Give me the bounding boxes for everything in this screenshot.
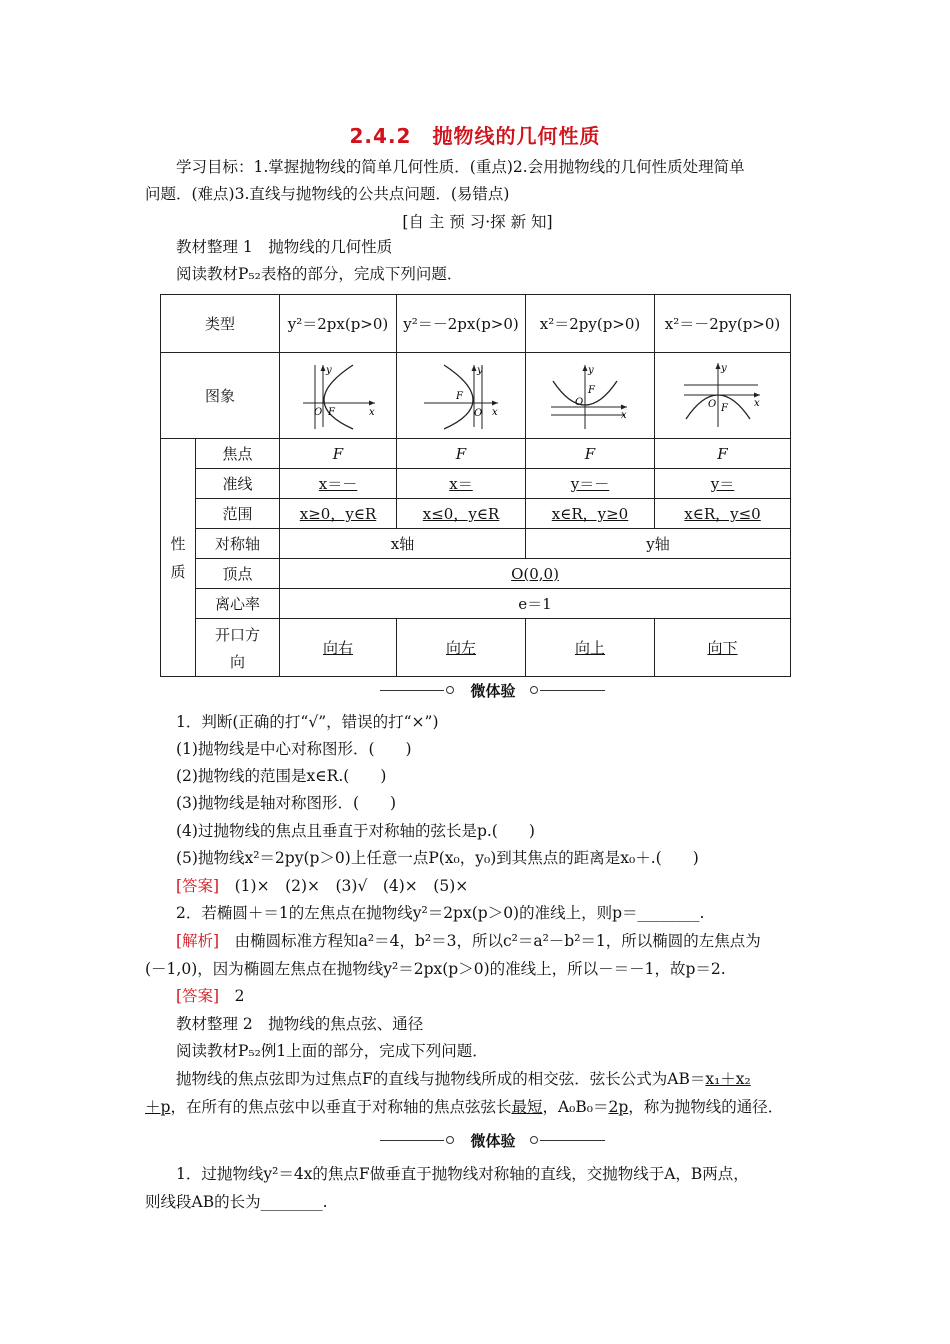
- learning-goals-line-2: 问题．(难点)3.直线与抛物线的公共点问题．(易错点): [145, 185, 510, 203]
- properties-label: [161, 439, 196, 677]
- exercise-1-line-2: 则线段AB的长为________.: [145, 1193, 328, 1211]
- paragraph-text: 抛物线的焦点弦即为过焦点F的直线与抛物线所成的相交弦．弦长公式为AB＝: [176, 1070, 706, 1088]
- axis-y-label: y: [720, 362, 727, 374]
- parabola-left-figure: [416, 361, 506, 431]
- type-cell: x²＝2py(p>0): [526, 295, 655, 353]
- question-1-item-1: (1)抛物线是中心对称图形．( ): [176, 740, 412, 758]
- paragraph-underline: 2p: [608, 1098, 629, 1116]
- paragraph-underline: 最短: [511, 1098, 543, 1116]
- paragraph-text: ，A₀B₀＝: [542, 1098, 609, 1116]
- question-1-item-5: (5)抛物线x²＝2py(p＞0)上任意一点P(x₀，y₀)到其焦点的距离是x₀＋.( ): [176, 849, 699, 867]
- focus-cell: F: [397, 439, 526, 469]
- origin-label: O: [707, 398, 716, 410]
- axis-row-label: 对称轴: [196, 529, 280, 559]
- axis-y-label: y: [477, 364, 483, 376]
- origin-label: O: [314, 406, 323, 418]
- graph-label: 图象: [161, 353, 280, 439]
- material-2-heading: 教材整理 2 抛物线的焦点弦、通径: [176, 1015, 424, 1033]
- material-2-paragraph-line-1: [176, 1068, 810, 1090]
- analysis-line-1: [176, 930, 810, 952]
- focus-label: F: [588, 384, 595, 396]
- opening-cell: 向上: [526, 619, 655, 677]
- answer-tag: [答案]: [176, 877, 220, 895]
- parabola-properties-table: [160, 294, 791, 677]
- focus-cell: F: [280, 439, 397, 469]
- eccentricity-cell: e＝1: [280, 589, 791, 619]
- opening-cell: 向左: [397, 619, 526, 677]
- parabola-down-figure: [678, 361, 768, 431]
- opening-row-label: [196, 619, 280, 677]
- axis-cell: x轴: [280, 529, 526, 559]
- graph-left-opening: [397, 353, 526, 439]
- directrix-cell: x＝－: [280, 469, 397, 499]
- graph-down-opening: [655, 353, 791, 439]
- divider-label: 微体验: [470, 682, 516, 700]
- opening-cell: 向下: [655, 619, 791, 677]
- axis-x-label: x: [753, 397, 760, 409]
- range-row-label: 范围: [196, 499, 280, 529]
- origin-label: O: [474, 407, 483, 419]
- focus-label: F: [456, 390, 463, 402]
- question-2: 2．若椭圆＋＝1的左焦点在抛物线y²＝2px(p＞0)的准线上，则p＝________.: [176, 904, 705, 922]
- table-row: [161, 529, 791, 559]
- material-1-instruction: 阅读教材P₅₂表格的部分，完成下列问题．: [176, 265, 463, 283]
- table-row: [161, 469, 791, 499]
- table-row: [161, 353, 791, 439]
- question-1: 1．判断(正确的打“√”，错误的打“×”): [176, 713, 439, 731]
- range-cell: x∈R，y≤0: [655, 499, 791, 529]
- properties-label-text: 性质: [170, 534, 186, 581]
- axis-x-label: x: [621, 409, 627, 421]
- parabola-right-figure: [293, 361, 383, 431]
- axis-y-label: y: [326, 364, 332, 376]
- vertex-row-label: 顶点: [196, 559, 280, 589]
- parabola-up-figure: [545, 361, 635, 431]
- focus-cell: F: [655, 439, 791, 469]
- answer-tag: [答案]: [176, 987, 220, 1005]
- question-1-item-4: (4)过抛物线的焦点且垂直于对称轴的弦长是p.( ): [176, 822, 535, 840]
- material-1-heading: 教材整理 1 抛物线的几何性质: [176, 238, 393, 256]
- answer-text: 2: [234, 987, 245, 1005]
- focus-label: F: [328, 406, 335, 418]
- range-cell: x∈R，y≥0: [526, 499, 655, 529]
- paragraph-text: ，在所有的焦点弦中以垂直于对称轴的焦点弦弦长: [170, 1098, 512, 1116]
- paragraph-text: ，称为抛物线的通径．: [628, 1098, 784, 1116]
- vertex-cell: O(0,0): [280, 559, 791, 589]
- type-cell: y²＝2px(p>0): [280, 295, 397, 353]
- range-cell: x≥0，y∈R: [280, 499, 397, 529]
- answer-2: [176, 985, 810, 1007]
- table-row: [161, 589, 791, 619]
- opening-cell: 向右: [280, 619, 397, 677]
- axis-x-label: x: [369, 406, 375, 418]
- range-cell: x≤0，y∈R: [397, 499, 526, 529]
- directrix-cell: x＝: [397, 469, 526, 499]
- opening-label-line-1: 开口方: [215, 625, 261, 644]
- material-2-paragraph-line-2: [145, 1096, 810, 1118]
- question-1-item-2: (2)抛物线的范围是x∈R.( ): [176, 767, 387, 785]
- directrix-cell: y＝: [655, 469, 791, 499]
- table-row: [161, 619, 791, 677]
- graph-right-opening: [280, 353, 397, 439]
- exercise-1-line-1: 1．过抛物线y²＝4x的焦点F做垂直于抛物线对称轴的直线，交抛物线于A，B两点，: [176, 1165, 749, 1183]
- paragraph-underline: x₁＋x₂: [705, 1070, 751, 1088]
- directrix-cell: y＝－: [526, 469, 655, 499]
- table-row: [161, 499, 791, 529]
- table-row: [161, 559, 791, 589]
- divider-label: 微体验: [470, 1132, 516, 1150]
- answer-text: (1)× (2)× (3)√ (4)× (5)×: [234, 877, 469, 895]
- eccentricity-row-label: 离心率: [196, 589, 280, 619]
- axis-x-label: x: [492, 406, 498, 418]
- answer-1: [176, 875, 810, 897]
- section-divider: [380, 1131, 605, 1151]
- analysis-tag: [解析]: [176, 932, 220, 950]
- focus-label: F: [720, 402, 728, 414]
- table-row: [161, 439, 791, 469]
- axis-cell: y轴: [526, 529, 791, 559]
- paragraph-underline: ＋p: [145, 1098, 171, 1116]
- opening-label-line-2: 向: [230, 652, 246, 671]
- graph-up-opening: [526, 353, 655, 439]
- origin-label: O: [575, 396, 584, 408]
- type-label: 类型: [161, 295, 280, 353]
- table-row: [161, 295, 791, 353]
- directrix-row-label: 准线: [196, 469, 280, 499]
- type-cell: x²＝－2py(p>0): [655, 295, 791, 353]
- material-2-instruction: 阅读教材P₅₂例1上面的部分，完成下列问题．: [176, 1042, 488, 1060]
- axis-y-label: y: [588, 364, 594, 376]
- page-title: 2.4.2 抛物线的几何性质: [349, 124, 601, 148]
- type-cell: y²＝－2px(p>0): [397, 295, 526, 353]
- learning-goals-line-1: 学习目标：1.掌握抛物线的简单几何性质．(重点)2.会用抛物线的几何性质处理简单: [176, 158, 745, 176]
- analysis-line-2: (－1,0)，因为椭圆左焦点在抛物线y²＝2px(p＞0)的准线上，所以－＝－1，故p＝2.: [145, 960, 726, 978]
- section-divider: [380, 681, 605, 701]
- focus-row-label: 焦点: [196, 439, 280, 469]
- focus-cell: F: [526, 439, 655, 469]
- section-heading: [自 主 预 习·探 新 知]: [402, 213, 553, 231]
- question-1-item-3: (3)抛物线是轴对称图形．( ): [176, 794, 397, 812]
- analysis-text: 由椭圆标准方程知a²＝4，b²＝3，所以c²＝a²－b²＝1，所以椭圆的左焦点为: [234, 932, 761, 950]
